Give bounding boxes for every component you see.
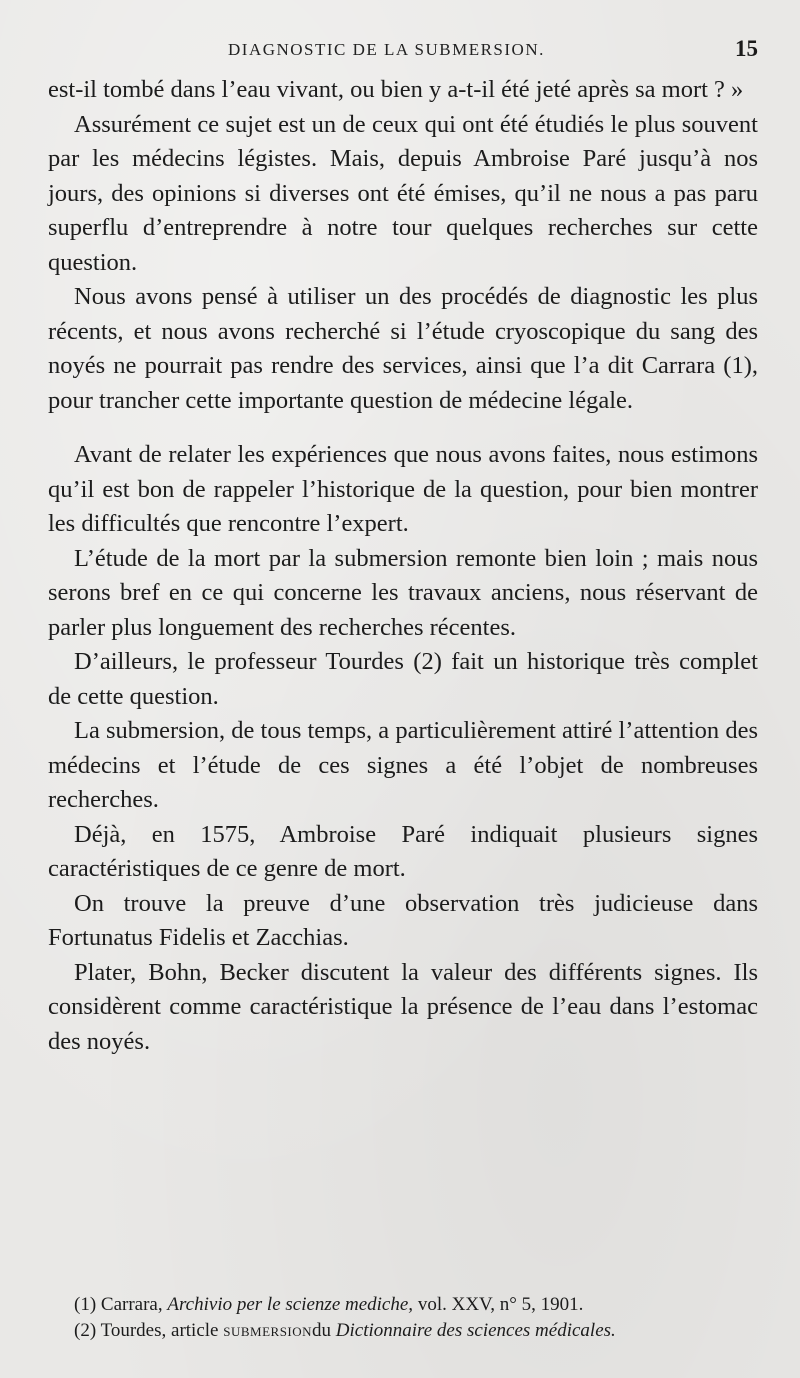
paragraph: On trouve la preuve d’une observation très judicieuse dans Fortunatus Fidelis et Zacchias.	[48, 889, 758, 951]
footnote-marker: (2)	[74, 1320, 97, 1341]
footnote-smallcaps-term: submersion	[223, 1320, 313, 1341]
paragraph: La submersion, de tous temps, a particulièrement attiré l’attention des médecins et l’étude de ces signes a été l’objet de nombreuses recherches.	[48, 717, 758, 813]
paragraph: Plater, Bohn, Becker discutent la valeur des différents signes. Ils considèrent comme caractéristique la présence de l’eau dans l’estomac des noyés.	[48, 958, 758, 1055]
footnote-title: Dictionnaire des sciences médicales.	[335, 1320, 616, 1341]
footnote-2	[48, 1318, 758, 1344]
running-head: DIAGNOSTIC DE LA SUBMERSION.	[228, 40, 545, 59]
footnote-connector: du	[312, 1320, 332, 1341]
page-header	[48, 36, 758, 70]
footnote-details: vol. XXV, n° 5, 1901.	[417, 1294, 584, 1315]
paragraph: Avant de relater les expériences que nous avons faites, nous estimons qu’il est bon de rappeler l’historique de la question, pour bien montrer les difficultés que rencontre l’expert.	[48, 441, 758, 537]
paragraph: Assurément ce sujet est un de ceux qui ont été étudiés le plus souvent par les médecins légistes. Mais, depuis Ambroise Paré jusqu’à nos jours, des opinions si diverses ont été émises, qu’il ne nous a pas paru superflu d’entreprendre à notre tour quelques recherches sur cette question.	[48, 110, 758, 276]
paragraph: Déjà, en 1575, Ambroise Paré indiquait plusieurs signes caractéristiques de ce genre de mort.	[48, 820, 758, 882]
footnote-author: Carrara,	[100, 1294, 163, 1315]
footnote-1	[48, 1292, 758, 1318]
footnote-author: Tourdes, article	[100, 1320, 219, 1341]
paragraph: L’étude de la mort par la submersion remonte bien loin ; mais nous serons bref en ce qui concerne les travaux anciens, nous réservant de parler plus longuement des recherches récentes.	[48, 544, 758, 641]
body-text	[48, 73, 758, 1059]
page-number: 15	[735, 36, 758, 61]
footnote-marker: (1)	[74, 1294, 97, 1315]
footnotes	[48, 1292, 758, 1344]
paragraph: D’ailleurs, le professeur Tourdes (2) fait un historique très complet de cette question.	[48, 648, 758, 710]
paragraph-continuation: est-il tombé dans l’eau vivant, ou bien y a-t-il été jeté après sa mort ? »	[48, 76, 744, 103]
footnote-journal: Archivio per le scienze mediche,	[167, 1294, 414, 1315]
paragraph: Nous avons pensé à utiliser un des procédés de diagnostic les plus récents, et nous avons recherché si l’étude cryoscopique du sang des noyés ne pourrait pas rendre des services, ainsi que l’a dit Carrara (1), pour trancher cette importante question de médecine légale.	[48, 283, 758, 414]
